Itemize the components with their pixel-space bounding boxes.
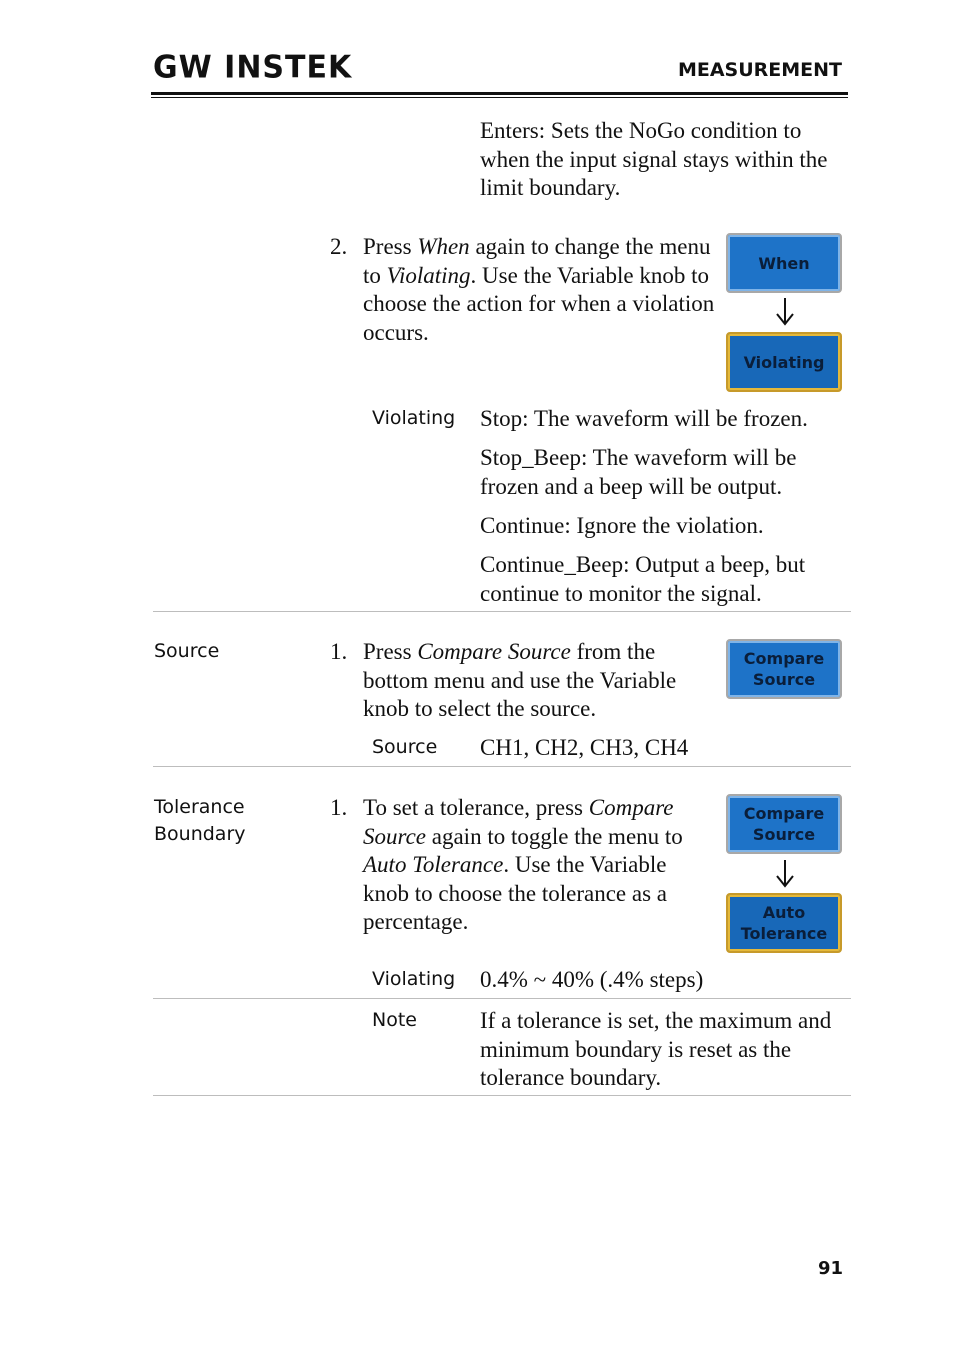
- step-number: 1.: [330, 639, 348, 664]
- violating-menu-ref: Violating: [386, 262, 471, 288]
- header-rule-thin: [151, 97, 848, 98]
- section-divider: [153, 766, 851, 767]
- note-label: Note: [372, 1009, 417, 1031]
- step-number: 2.: [330, 234, 348, 259]
- section-title: MEASUREMENT: [677, 59, 842, 81]
- enters-description: Enters: Sets the NoGo condition to when the input signal stays within the limit boundary.: [480, 118, 828, 200]
- when-softkey[interactable]: When: [726, 233, 842, 293]
- option-continue-beep: Continue_Beep: Output a beep, but continue to monitor the signal.: [480, 552, 806, 606]
- down-arrow-icon: [775, 296, 795, 326]
- compare-source-softkey[interactable]: Compare Source: [726, 639, 842, 699]
- tolerance-param-label: Violating: [372, 968, 456, 990]
- compare-source-ref: Compare Source: [363, 795, 674, 849]
- tolerance-step-text: To set a tolerance, press Compare Source again to toggle the menu to Auto Tolerance. Use the Variable knob to choose the tolerance as a percentage.: [363, 795, 683, 934]
- source-step-text: Press Compare Source from the bottom menu and use the Variable knob to select the source.: [363, 639, 677, 721]
- down-arrow-icon: [775, 858, 795, 888]
- compare-source-softkey[interactable]: Compare Source: [726, 794, 842, 854]
- when-menu-ref: When: [417, 234, 470, 259]
- source-param-label: Source: [372, 736, 438, 758]
- option-continue: Continue: Ignore the violation.: [480, 513, 764, 538]
- tolerance-param-value: 0.4% ~ 40% (.4% steps): [480, 967, 704, 992]
- auto-tolerance-softkey[interactable]: Auto Tolerance: [726, 893, 842, 953]
- step-when-text: Press When again to change the menu to Violating. Use the Variable knob to choose the action for when a violation occurs.: [363, 234, 715, 345]
- tolerance-section-title: Tolerance Boundary: [154, 796, 246, 845]
- source-section-title: Source: [154, 640, 220, 662]
- option-stop-beep: Stop_Beep: The waveform will be frozen and a beep will be output.: [480, 445, 797, 499]
- page-number: 91: [817, 1258, 843, 1279]
- section-divider: [153, 1095, 851, 1096]
- source-param-value: CH1, CH2, CH3, CH4: [480, 735, 689, 760]
- section-divider: [153, 611, 851, 612]
- note-text: If a tolerance is set, the maximum and minimum boundary is reset as the tolerance boundary.: [480, 1008, 832, 1090]
- step-number: 1.: [330, 795, 348, 820]
- violating-label: Violating: [372, 407, 456, 429]
- compare-source-ref: Compare Source: [417, 639, 571, 664]
- option-stop: Stop: The waveform will be frozen.: [480, 406, 808, 431]
- gw-instek-logo: GW INSTEK: [153, 49, 353, 86]
- auto-tolerance-ref: Auto Tolerance: [363, 852, 504, 877]
- header-rule-thick: [151, 92, 848, 95]
- section-divider: [153, 998, 851, 999]
- violating-softkey[interactable]: Violating: [726, 332, 842, 392]
